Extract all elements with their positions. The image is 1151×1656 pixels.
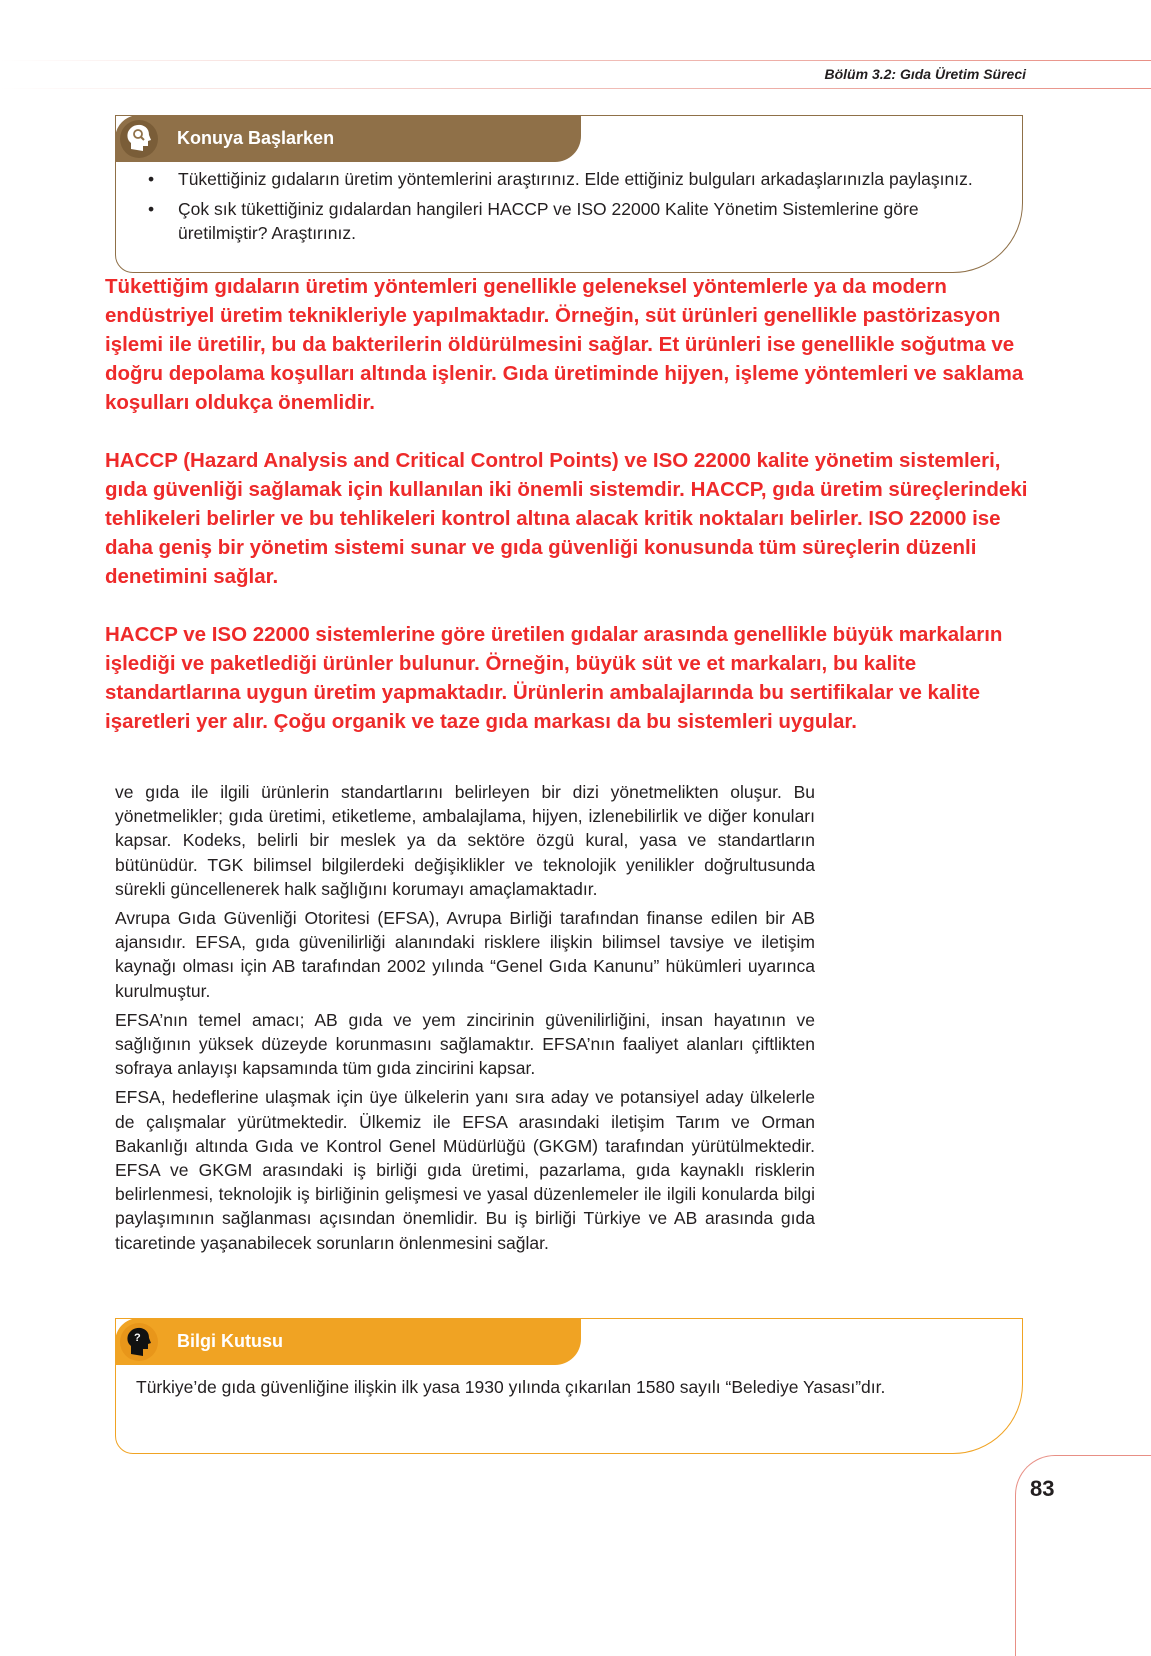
answer-text [105, 272, 1040, 765]
head-question-icon [119, 1322, 159, 1362]
bilgi-kutusu-text: Türkiye’de gıda güvenliğine ilişkin ilk yasa 1930 yılında çıkarılan 1580 sayılı “Belediye Yasası”dır. [136, 1377, 886, 1397]
bilgi-kutusu-title: Bilgi Kutusu [177, 1331, 283, 1351]
svg-text:?: ? [134, 1332, 141, 1344]
header-rule-bottom [0, 88, 1151, 89]
list-item: • Çok sık tükettiğiniz gıdalardan hangileri HACCP ve ISO 22000 Kalite Yönetim Sistemlerine göre üretilmiştir? Araştırınız. [148, 199, 919, 243]
bilgi-kutusu-box [115, 1318, 1023, 1454]
konuya-baslarken-box [115, 115, 1023, 273]
body-text [115, 780, 815, 1260]
page-number: 83 [1030, 1476, 1055, 1501]
head-magnifier-icon [119, 119, 159, 159]
page-number-tab [1015, 1455, 1151, 1656]
bullet-text: Tükettiğiniz gıdaların üretim yöntemlerini araştırınız. Elde ettiğiniz bulguları arkadaşlarınızla paylaşınız. [178, 169, 973, 189]
header-rule-top [0, 60, 1151, 61]
konuya-bullet-list [144, 167, 994, 251]
body-paragraph: EFSA’nın temel amacı; AB gıda ve yem zincirinin güvenilirliğini, insan hayatının ve sağlığının yüksek düzeyde korunmasını sağlamaktır. EFSA’nın faaliyet alanları çiftlikten sofraya anlayışı kapsamında tüm gıda zincirini kapsar. [115, 1009, 815, 1079]
answer-paragraph: HACCP (Hazard Analysis and Critical Control Points) ve ISO 22000 kalite yönetim sistemleri, gıda güvenliği sağlamak için kullanılan iki önemli sistemdir. HACCP, gıda üretim süreçlerindeki tehlikeleri belirler ve bu tehlikeleri kontrol altına alacak kritik noktaları belirler. ISO 22000 ise daha geniş bir yönetim sistemi sunar ve gıda güvenliği konusunda tüm süreçlerin düzenli denetimini sağlar. [105, 449, 1028, 588]
answer-paragraph: Tükettiğim gıdaların üretim yöntemleri genellikle geleneksel yöntemlerle ya da modern endüstriyel üretim teknikleriyle yapılmaktadır. Örneğin, süt ürünleri genellikle pastörizasyon işlemi ile üretilir, bu da bakterilerin öldürülmesini sağlar. Et ürünleri ise genellikle soğutma ve doğru depolama koşulları altında işlenir. Gıda üretiminde hijyen, işleme yöntemleri ve saklama koşulları oldukça önemlidir. [105, 275, 1024, 414]
body-paragraph: EFSA, hedeflerine ulaşmak için üye ülkelerin yanı sıra aday ve potansiyel aday ülkelerle de çalışmalar yürütmektedir. Ülkemiz ile EFSA arasındaki iletişim Tarım ve Orman Bakanlığı altında Gıda ve Kontrol Genel Müdürlüğü (GKGM) tarafından yürütülmektedir. EFSA ve GKGM arasındaki iş birliği gıda üretimi, pazarlama, gıda kaynaklı risklerin belirlenmesi, teknolojik iş birliğinin gelişmesi ve yasal düzenlemeler ile ilgili konularda bilgi paylaşımının sağlanması açısından önemlidir. Bu iş birliği Türkiye ve AB arasında gıda ticaretinde yaşanabilecek sorunların önlenmesini sağlar. [115, 1087, 815, 1253]
konuya-baslarken-tab [115, 115, 581, 162]
bullet-text: Çok sık tükettiğiniz gıdalardan hangileri HACCP ve ISO 22000 Kalite Yönetim Sistemlerine göre üretilmiştir? Araştırınız. [178, 199, 919, 243]
konuya-baslarken-title: Konuya Başlarken [177, 128, 335, 148]
answer-paragraph: HACCP ve ISO 22000 sistemlerine göre üretilen gıdalar arasında genellikle büyük markaların işlediği ve paketlediği ürünler bulunur. Örneğin, büyük süt ve et markaları, bu kalite standartlarına uygun üretim yapmaktadır. Ürünlerin ambalajlarında bu sertifikalar ve kalite işaretleri yer alır. Çoğu organik ve taze gıda markası da bu sistemleri uygular. [105, 623, 1003, 733]
bilgi-kutusu-tab [115, 1318, 581, 1365]
chapter-title: Bölüm 3.2: Gıda Üretim Süreci [824, 66, 1026, 82]
list-item: • Tükettiğiniz gıdaların üretim yöntemlerini araştırınız. Elde ettiğiniz bulguları arkadaşlarınızla paylaşınız. [148, 169, 973, 189]
body-paragraph: ve gıda ile ilgili ürünlerin standartlarını belirleyen bir dizi yönetmelikten oluşur. Bu yönetmelikler; gıda üretimi, etiketleme, ambalajlama, hijyen, izlenebilirlik ve diğer konuları kapsar. Kodeks, belirli bir meslek ya da sektöre özgü kural, yasa ve standartların bütünüdür. TGK bilimsel bilgilerdeki değişiklikler ve teknolojik yenilikler doğrultusunda sürekli güncellenerek halk sağlığını korumayı amaçlamaktadır. [115, 782, 815, 899]
body-paragraph: Avrupa Gıda Güvenliği Otoritesi (EFSA), Avrupa Birliği tarafından finanse edilen bir AB ajansıdır. EFSA, gıda güvenilirliği alanındaki risklere ilişkin bilimsel tavsiye ve iletişim kaynağı olması için AB tarafından 2002 yılında “Genel Gıda Kanunu” hükümleri uyarınca kurulmuştur. [115, 908, 815, 1001]
